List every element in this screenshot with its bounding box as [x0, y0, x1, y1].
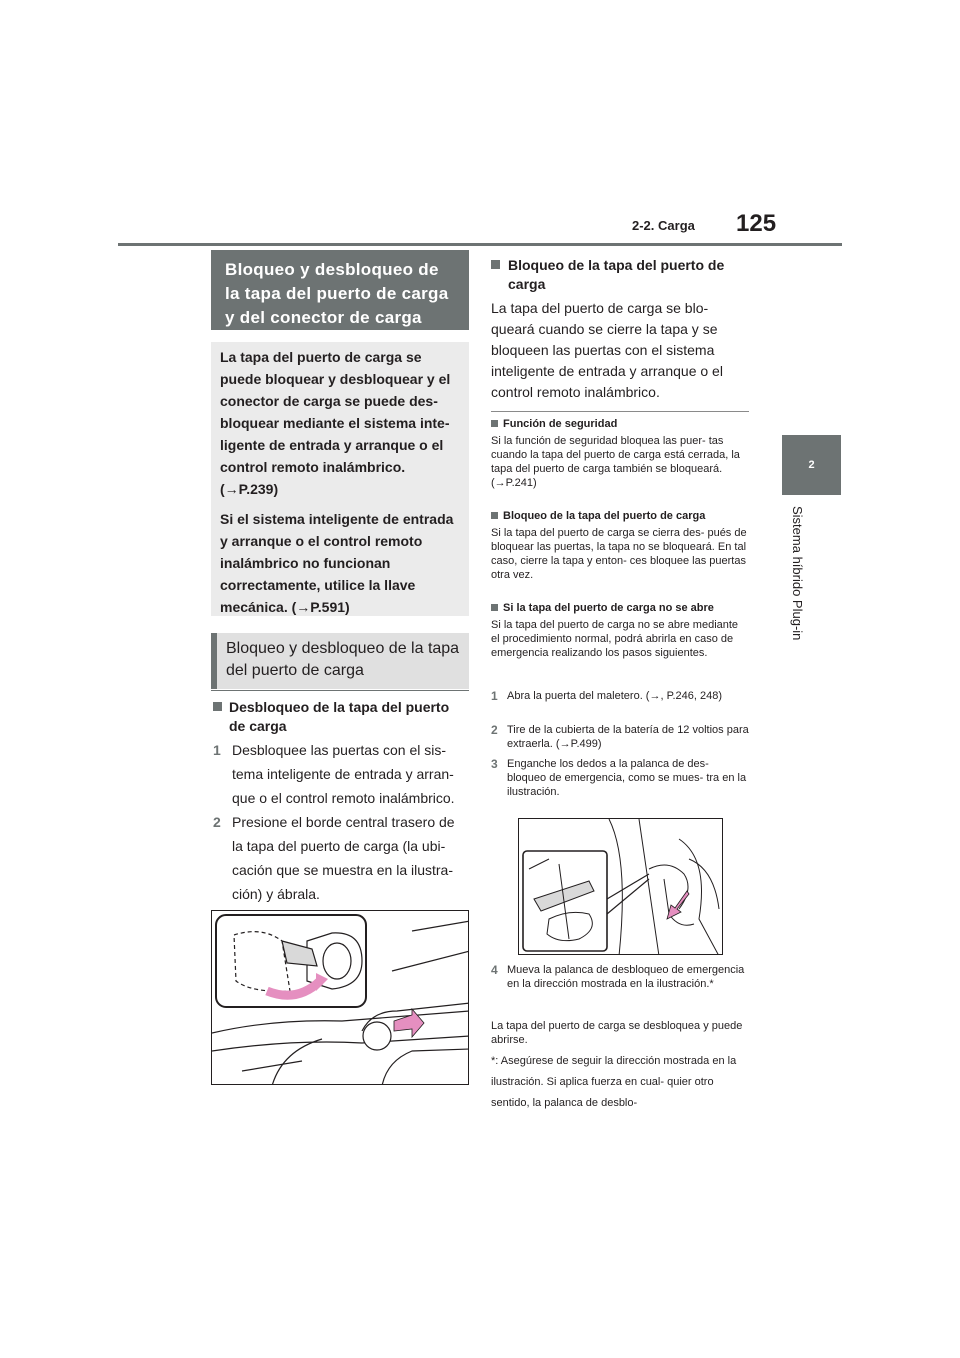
subheading: Bloqueo de la tapa del puerto de carga: [491, 256, 749, 294]
footnote: *: Asegúrese de seguir la dirección mostrada en la ilustración. Si aplica fuerza en cual- quier otro sentido, la palanca de desblo-: [491, 1055, 737, 1109]
step-item: 4 Mueva la palanca de desbloqueo de emergencia en la dirección mostrada en la ilustración.*: [491, 963, 745, 990]
square-bullet-icon: [491, 512, 498, 519]
square-bullet-icon: [491, 604, 498, 611]
body-paragraph: La tapa del puerto de carga se blo- queará cuando se cierre la tapa y se bloqueen las puertas con el sistema inteligente de entrada y arranque o el control remoto inalámbrico.: [491, 300, 723, 400]
intro-paragraph: Si el sistema inteligente de entrada y arranque o el control remoto inalámbrico no funcionan correctamente, utilice la llave mecánica. (→P.591): [220, 511, 454, 615]
intro-paragraph: La tapa del puerto de carga se puede bloquear y desbloquear y el conector de carga se puede des- bloquear mediante el sistema inte- ligente de entrada y arranque o el control remoto inalámbrico. (→P.239): [220, 349, 451, 497]
note-block: Si la tapa del puerto de carga no se abre Si la tapa del puerto de carga no se abre mediante el procedimiento normal, podrá abrirla en caso de emergencia realizando los pasos siguientes.: [491, 602, 739, 659]
note-block: Bloqueo de la tapa del puerto de carga Si la tapa del puerto de carga se cierra des- pués de bloquear las puertas, la tapa no se bloqueará. En tal caso, cierre la tapa y enton- ces bloquee las puertas otra vez.: [491, 510, 747, 581]
result-text: La tapa del puerto de carga se desbloquea y puede abrirse.: [491, 1020, 743, 1046]
charge-port-lid-illustration: [211, 910, 469, 1085]
step-item: 2 Tire de la cubierta de la batería de 12 voltios para extraerla. (→P.499): [491, 723, 749, 750]
chapter-label: Sistema híbrido Plug-in: [790, 506, 805, 641]
square-bullet-icon: [491, 260, 500, 269]
square-bullet-icon: [491, 420, 498, 427]
note-block: Función de seguridad Si la función de seguridad bloquea las puer- tas cuando la tapa del puerto de carga está cerrada, la tapa del puerto de carga también se bloqueará. (→P.241): [491, 418, 740, 489]
intro-panel: [211, 342, 469, 616]
step-item: 3 Enganche los dedos a la palanca de des- bloqueo de emergencia, como se mues- tra en la ilustración.: [491, 757, 747, 798]
square-bullet-icon: [213, 702, 222, 711]
car-rear-drawing: [212, 911, 469, 1085]
page-number: 125: [736, 210, 777, 237]
header-rule: [118, 243, 842, 246]
divider: [211, 690, 469, 691]
emergency-release-illustration: [518, 818, 723, 955]
section-title-box: Bloqueo y desbloqueo de la tapa del puerto de carga y del conector de carga: [211, 250, 469, 330]
divider: [491, 411, 749, 412]
step-item: 1 Desbloquee las puertas con el sis- tema inteligente de entrada y arran- que o el control remoto inalámbrico.: [213, 742, 455, 806]
section-header: 2-2. Carga: [632, 218, 695, 233]
subsection-title-box: Bloqueo y desbloqueo de la tapa del puerto de carga: [211, 633, 469, 689]
chapter-number: 2: [808, 459, 815, 471]
step-item: 2 Presione el borde central trasero de la tapa del puerto de carga (la ubi- cación que se muestra en la ilustra- ción) y ábrala.: [213, 814, 455, 902]
step-item: 1 Abra la puerta del maletero. (→, P.246, 248): [491, 689, 723, 703]
release-lever-drawing: [519, 819, 723, 955]
chapter-tab: [782, 435, 841, 495]
subheading: Desbloqueo de la tapa del puerto de carga: [213, 698, 469, 736]
